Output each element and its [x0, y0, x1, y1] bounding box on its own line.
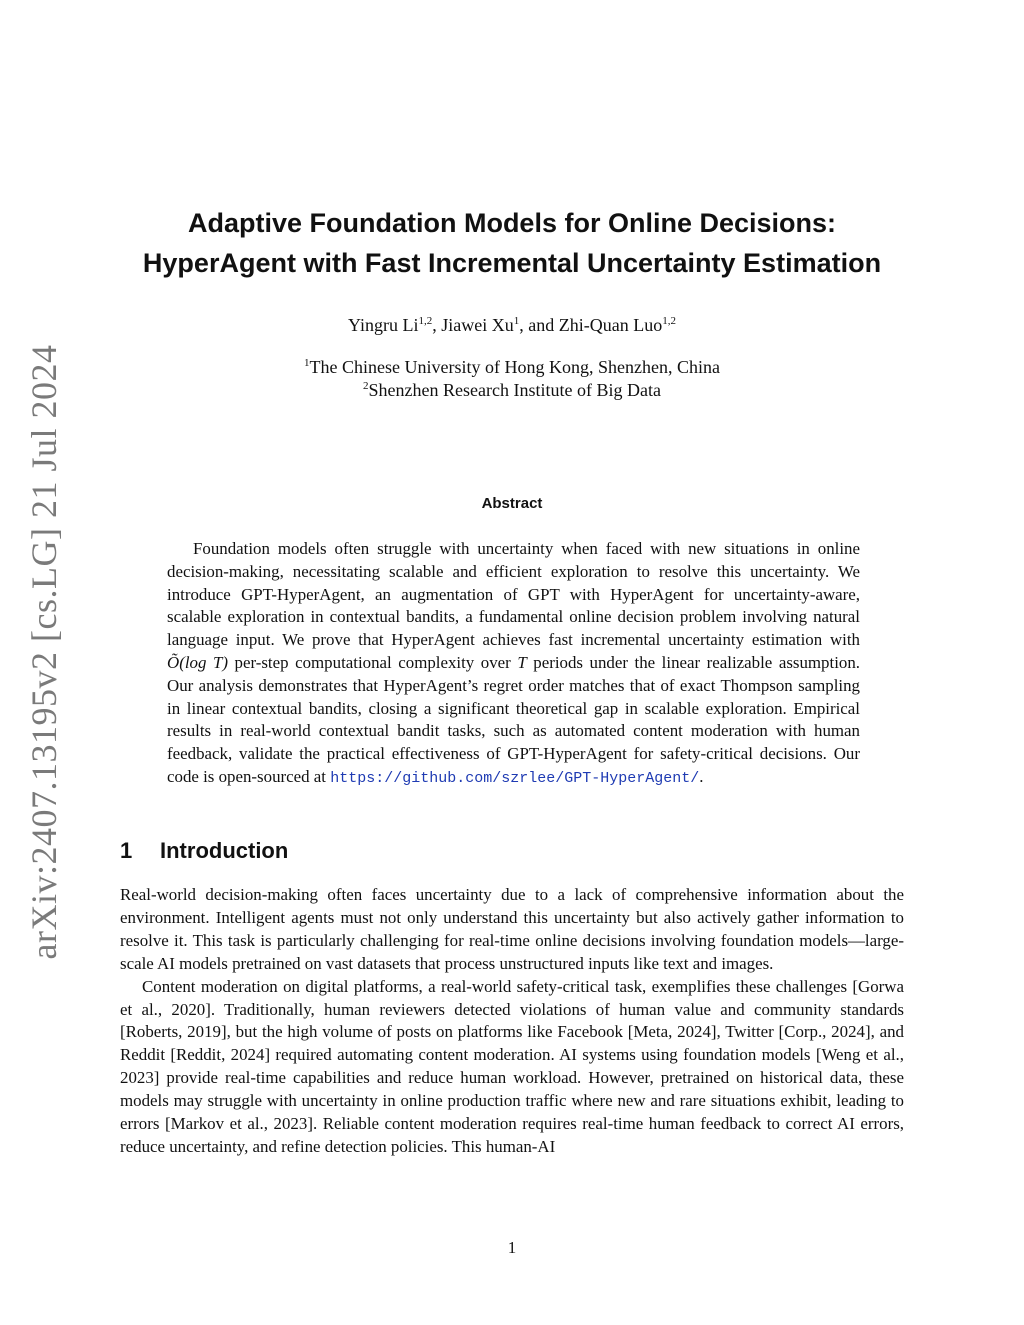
- intro-paragraph-1: Real-world decision-making often faces uncertainty due to a lack of comprehensive information about the environment. Intelligent agents must not only understand this uncertainty but also actively gather information to resolve it. This task is particularly challenging for real-time online decisions involving foundation models—large-scale AI models pretrained on vast datasets that process unstructured inputs like text and images.: [120, 885, 904, 973]
- author-1-affil: 1,2: [418, 315, 433, 327]
- affiliation-2-marker: 2: [363, 380, 369, 392]
- affiliation-1-text: The Chinese University of Hong Kong, Shenzhen, China: [309, 357, 720, 377]
- author-separator: ,: [432, 315, 442, 335]
- intro-paragraph-2: Content moderation on digital platforms, a real-world safety-critical task, exemplifies these challenges [Gorwa et al., 2020]. Traditionally, human reviewers detected violations of human value and community standards [Roberts, 2019], but the high volume of posts on platforms like Facebook [Meta, 2024], Twitter [Corp., 2024], and Reddit [Reddit, 2024] required automating content moderation. AI systems using foundation models [Weng et al., 2023] provide real-time capabilities and reduce human workload. However, pretrained on historical data, these models may struggle with uncertainty in online production traffic where new and rare situations exhibit, leading to errors [Markov et al., 2023]. Reliable content moderation requires real-time human feedback to correct AI errors, reduce uncertainty, and refine detection policies. This human-AI: [120, 976, 904, 1156]
- author-list: [100, 313, 924, 337]
- arxiv-identifier-stamp: arXiv:2407.13195v2 [cs.LG] 21 Jul 2024: [24, 344, 64, 960]
- affiliation-2-text: Shenzhen Research Institute of Big Data: [368, 380, 661, 400]
- complexity-formula: Õ(log T): [167, 652, 228, 672]
- author-2-name: Jiawei Xu: [441, 315, 514, 335]
- paper-title: [100, 203, 924, 283]
- author-1-name: Yingru Li: [348, 315, 419, 335]
- affiliation-list: [100, 356, 924, 402]
- abstract-text-3: periods under the linear realizable assumption. Our analysis demonstrates that HyperAgent’s regret order matches that of exact Thompson sampling in linear contextual bandits, closing a significant theoretical gap in scalable exploration. Empirical results in real-world contextual bandit tasks, such as automated content moderation with human feedback, validate the practical effectiveness of GPT-HyperAgent for safety-critical decisions. Our code is open-sourced at: [167, 652, 860, 786]
- author-3-name: Zhi-Quan Luo: [558, 315, 663, 335]
- affiliation-2: [100, 379, 924, 402]
- section-title: Introduction: [160, 838, 289, 863]
- section-heading-introduction: [120, 836, 288, 866]
- author-separator: , and: [519, 315, 559, 335]
- author-2-affil: 1: [513, 315, 520, 327]
- abstract-end: .: [699, 766, 704, 786]
- introduction-body: [120, 884, 904, 1159]
- author-3-affil: 1,2: [662, 315, 676, 327]
- section-number: 1: [120, 838, 133, 863]
- abstract-body: [167, 538, 860, 791]
- title-line-2: HyperAgent with Fast Incremental Uncertainty Estimation: [142, 248, 882, 278]
- page-number: 1: [507, 1238, 517, 1257]
- abstract-text-1: Foundation models often struggle with uncertainty when faced with new situations in online decision-making, necessitating scalable and efficient exploration to resolve this uncertainty. We introduce GPT-HyperAgent, an augmentation of GPT with HyperAgent for uncertainty-aware, scalable exploration in contextual bandits, a fundamental online decision problem involving natural language input. We prove that HyperAgent achieves fast incremental uncertainty estimation with: [167, 539, 860, 650]
- periods-variable: T: [517, 652, 527, 672]
- github-link[interactable]: https://github.com/szrlee/GPT-HyperAgent/: [330, 769, 700, 787]
- title-line-1: Adaptive Foundation Models for Online Decisions:: [187, 208, 837, 238]
- affiliation-1-marker: 1: [304, 357, 310, 369]
- abstract-text-2: per-step computational complexity over: [227, 652, 518, 672]
- affiliation-1: [100, 356, 924, 379]
- abstract-heading: Abstract: [481, 495, 543, 512]
